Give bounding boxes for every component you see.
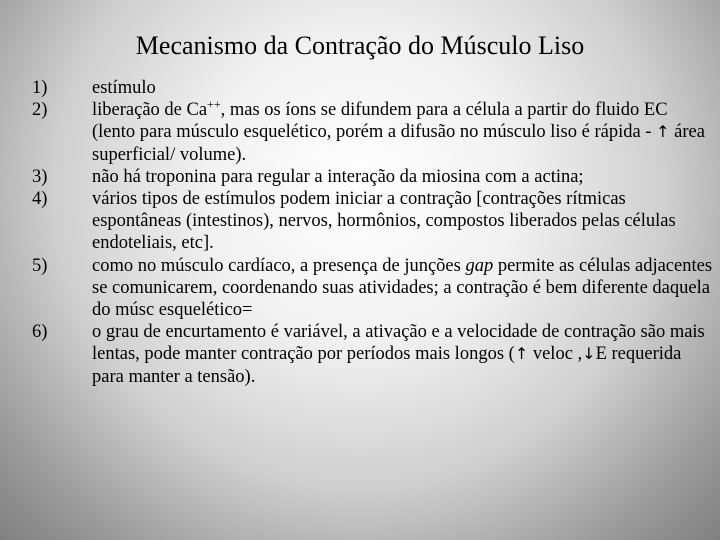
item-number: 5) <box>32 255 48 276</box>
item-text <box>92 188 712 255</box>
item-text <box>92 77 712 99</box>
list-item-2 <box>32 99 712 166</box>
list-item-6 <box>32 321 712 388</box>
item-text <box>92 255 712 322</box>
superscript-charge: ++ <box>207 97 221 112</box>
list-item-1 <box>32 77 712 99</box>
item-text-segment: o grau de encurtamento é variável, a ativação e a velocidade de contração são mais lentas, pode manter contração por períodos mais longos ( <box>92 322 705 365</box>
item-text-segment: liberação de Ca <box>92 100 208 121</box>
italic-term: gap <box>465 255 494 276</box>
item-text-segment: área superficial/ volume). <box>92 122 705 165</box>
item-text-segment: como no músculo cardíaco, a presença de junções <box>92 255 466 276</box>
up-arrow-icon: ↑ <box>656 122 670 142</box>
down-arrow-icon: ↓ <box>582 344 596 364</box>
item-number: 6) <box>32 322 48 343</box>
item-number: 3) <box>32 166 48 187</box>
item-text <box>92 321 712 388</box>
item-text-segment: E requerida para manter a tensão). <box>92 344 682 387</box>
up-arrow-icon: ↑ <box>514 344 529 364</box>
item-text-segment: , mas os íons se difundem para a célula a partir do fluido EC (lento para músculo esquelético, porém a difusão no músculo liso é rápida - <box>92 100 668 143</box>
list-item-5 <box>32 255 712 322</box>
item-text-segment: vários tipos de estímulos podem iniciar a contração [contrações rítmicas espontâneas (intestinos), nervos, hormônios, compostos liberados pelas células endoteliais, etc]. <box>92 189 676 254</box>
item-number: 1) <box>32 78 48 98</box>
item-text <box>92 99 712 166</box>
content-list <box>32 77 712 388</box>
item-text-segment: permite as células adjacentes se comunicarem, coordenando suas atividades; a contração é bem diferente daquela do músc esquelético= <box>92 255 713 321</box>
item-number: 4) <box>32 189 48 210</box>
item-number: 2) <box>32 100 48 121</box>
item-text-segment: estímulo <box>92 78 156 98</box>
slide-title: Mecanismo da Contração do Músculo Liso <box>135 31 585 60</box>
list-item-4 <box>32 188 712 255</box>
item-text <box>92 166 712 188</box>
item-text-segment: veloc , <box>528 344 583 365</box>
list-item-3 <box>32 166 712 188</box>
item-text-segment: não há troponina para regular a interação da miosina com a actina; <box>92 166 584 187</box>
